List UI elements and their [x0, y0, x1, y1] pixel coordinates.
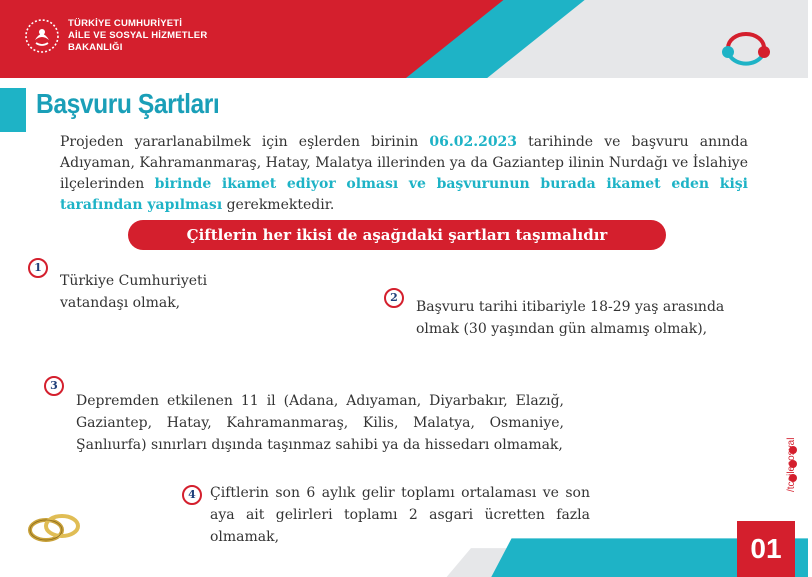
ministry-line: TÜRKİYE CUMHURİYETİ — [68, 18, 183, 29]
right-edge — [808, 0, 812, 577]
requirement-number: 2 — [384, 288, 404, 308]
wedding-rings-icon — [24, 500, 84, 548]
requirement-number: 1 — [28, 258, 48, 278]
social-handle: /tcailesosyal — [786, 437, 797, 492]
requirements-banner: Çiftlerin her ikisi de aşağıdaki şartları taşımalıdır — [128, 220, 666, 250]
requirement-text: Türkiye Cumhuriyeti vatandaşı olmak, — [60, 273, 208, 311]
requirement-text: Çiftlerin son 6 aylık gelir toplamı ortalaması ve son aya ait gelirleri toplamı 2 asgari ücretten fazla olmamak, — [210, 485, 590, 545]
intro-text: gerekmektedir. — [222, 197, 335, 213]
intro-date: 06.02.2023 — [429, 134, 518, 150]
ministry-line: AİLE VE SOSYAL HİZMETLER — [68, 30, 208, 41]
project-logo-icon — [720, 30, 772, 70]
intro-text: tarihinde ve başvuru anında Adıyaman, Kahramanmaraş, Hatay, Malatya illerinden ya da Gaziantep ilinin Nurdağı ve İslahiye ilçelerinden — [60, 134, 748, 192]
intro-highlight: birinde ikamet ediyor olması ve başvurunun burada ikamet eden kişi tarafından yapılması — [60, 176, 748, 213]
requirement-number: 3 — [44, 376, 64, 396]
ministry-line: BAKANLIĞI — [68, 42, 123, 53]
requirement-text: Başvuru tarihi itibariyle 18-29 yaş arasında olmak (30 yaşından gün almamış olmak), — [416, 299, 725, 337]
title-accent-bar — [0, 88, 26, 132]
intro-paragraph — [60, 132, 748, 216]
requirement-text: Depremden etkilenen 11 il (Adana, Adıyaman, Diyarbakır, Elazığ, Gaziantep, Hatay, Kahramanmaraş, Kilis, Malatya, Osmaniye, Şanlıurfa) sınırları dışında taşınmaz sahibi ya da hissedarı olmamak, — [76, 393, 564, 453]
requirement-number: 4 — [182, 485, 202, 505]
ministry-emblem-icon — [24, 18, 60, 54]
ministry-branding — [24, 18, 207, 54]
ministry-name — [68, 18, 207, 54]
page-number: 01 — [737, 521, 795, 577]
page-title: Başvuru Şartları — [36, 88, 220, 119]
intro-text: Projeden yararlanabilmek için eşlerden birinin — [60, 134, 430, 150]
